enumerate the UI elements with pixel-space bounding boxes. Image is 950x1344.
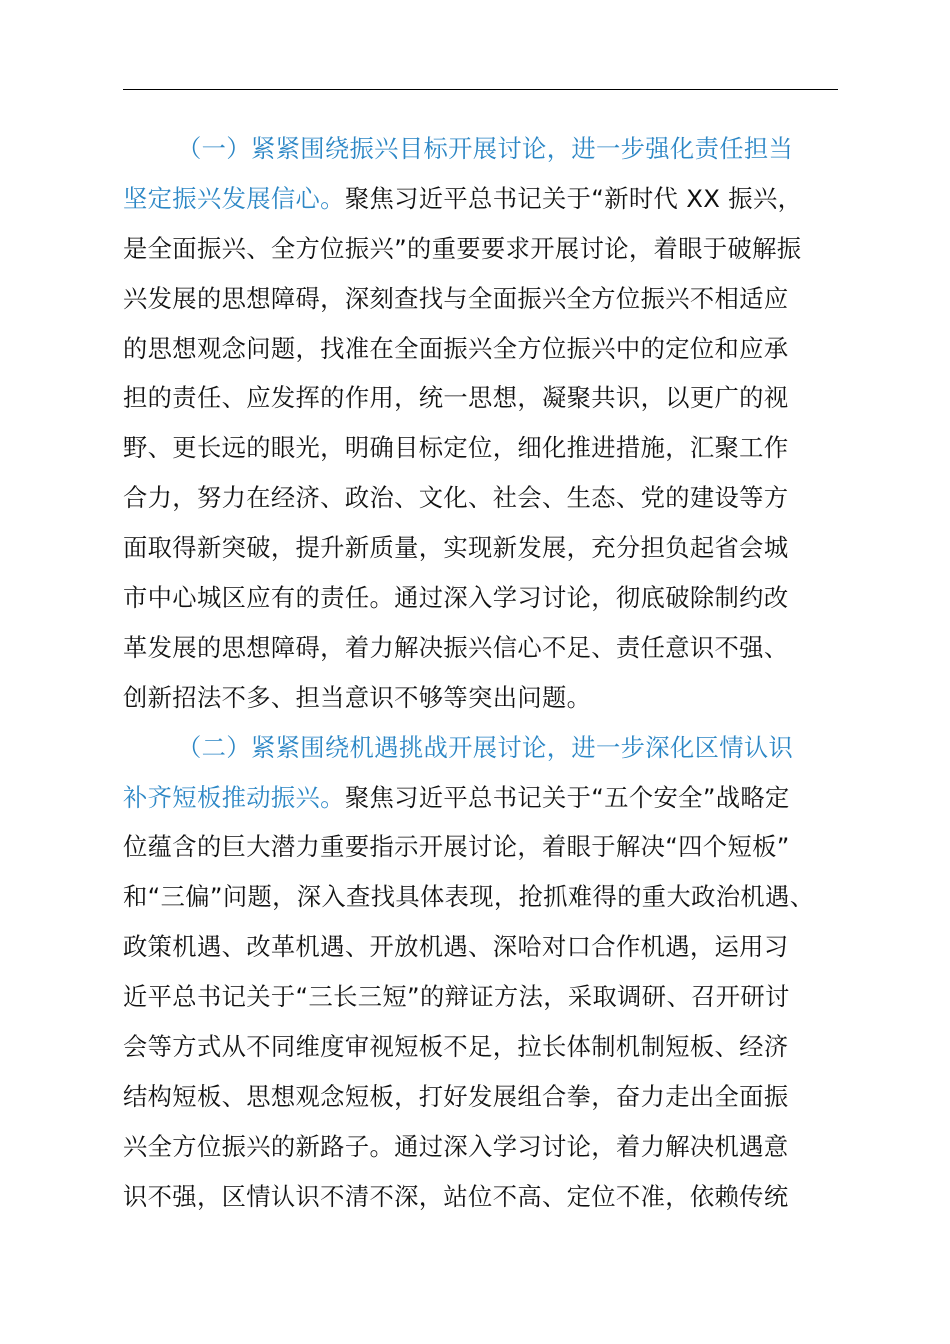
section-1-body-line: 担的责任、应发挥的作用，统一思想，凝聚共识，以更广的视: [123, 383, 789, 413]
section-2-body-line: 近平总书记关于“三长三短”的辩证方法，采取调研、召开研讨: [123, 982, 790, 1012]
section-2-body-line: 位蕴含的巨大潜力重要指示开展讨论，着眼于解决“四个短板”: [123, 832, 790, 862]
section-1-body-line: 面取得新突破，提升新质量，实现新发展，充分担负起省会城: [123, 533, 789, 563]
section-1-body-line: 兴发展的思想障碍，深刻查找与全面振兴全方位振兴不相适应: [123, 283, 789, 313]
section-2-body-line: 政策机遇、改革机遇、开放机遇、深哈对口合作机遇，运用习: [123, 932, 789, 962]
section-2-heading-continuation: [123, 773, 838, 823]
section-1-body-line: 合力，努力在经济、政治、文化、社会、生态、党的建设等方: [123, 483, 789, 513]
document-body: [123, 124, 838, 1222]
section-2-body-line: 识不强，区情认识不清不深，站位不高、定位不准，依赖传统: [123, 1181, 789, 1211]
section-2: [123, 723, 838, 1222]
section-2-body-first: 聚焦习近平总书记关于“五个安全”战略定: [344, 782, 790, 812]
section-1: [123, 124, 838, 723]
section-2-body-line: 和“三偏”问题，深入查找具体表现，抢抓难得的重大政治机遇、: [123, 882, 815, 912]
section-2-heading-line-1: （二）紧紧围绕机遇挑战开展讨论，进一步深化区情认识: [177, 732, 794, 762]
header-rule: [123, 89, 838, 90]
section-1-body-first: 聚焦习近平总书记关于“新时代 XX 振兴，: [344, 183, 803, 213]
section-1-heading-continuation: [123, 174, 838, 224]
section-2-body-line: 兴全方位振兴的新路子。通过深入学习讨论，着力解决机遇意: [123, 1131, 789, 1161]
section-1-body-line: 革发展的思想障碍，着力解决振兴信心不足、责任意识不强、: [123, 632, 789, 662]
section-1-heading-line-2: 坚定振兴发展信心。: [123, 183, 345, 213]
section-1-heading-line-1: （一）紧紧围绕振兴目标开展讨论，进一步强化责任担当: [177, 134, 794, 163]
section-2-body-line: 结构短板、思想观念短板，打好发展组合拳，奋力走出全面振: [123, 1081, 789, 1111]
section-1-body-line: 野、更长远的眼光，明确目标定位，细化推进措施，汇聚工作: [123, 433, 789, 463]
section-1-body-line: 创新招法不多、担当意识不够等突出问题。: [123, 682, 592, 712]
section-2-heading-line-2: 补齐短板推动振兴。: [123, 782, 345, 812]
section-1-body-line: 的思想观念问题，找准在全面振兴全方位振兴中的定位和应承: [123, 333, 789, 363]
section-1-body-line: 市中心城区应有的责任。通过深入学习讨论，彻底破除制约改: [123, 583, 789, 613]
section-2-body-line: 会等方式从不同维度审视短板不足，拉长体制机制短板、经济: [123, 1032, 789, 1062]
section-1-body-line: 是全面振兴、全方位振兴”的重要要求开展讨论，着眼于破解振: [123, 233, 802, 263]
